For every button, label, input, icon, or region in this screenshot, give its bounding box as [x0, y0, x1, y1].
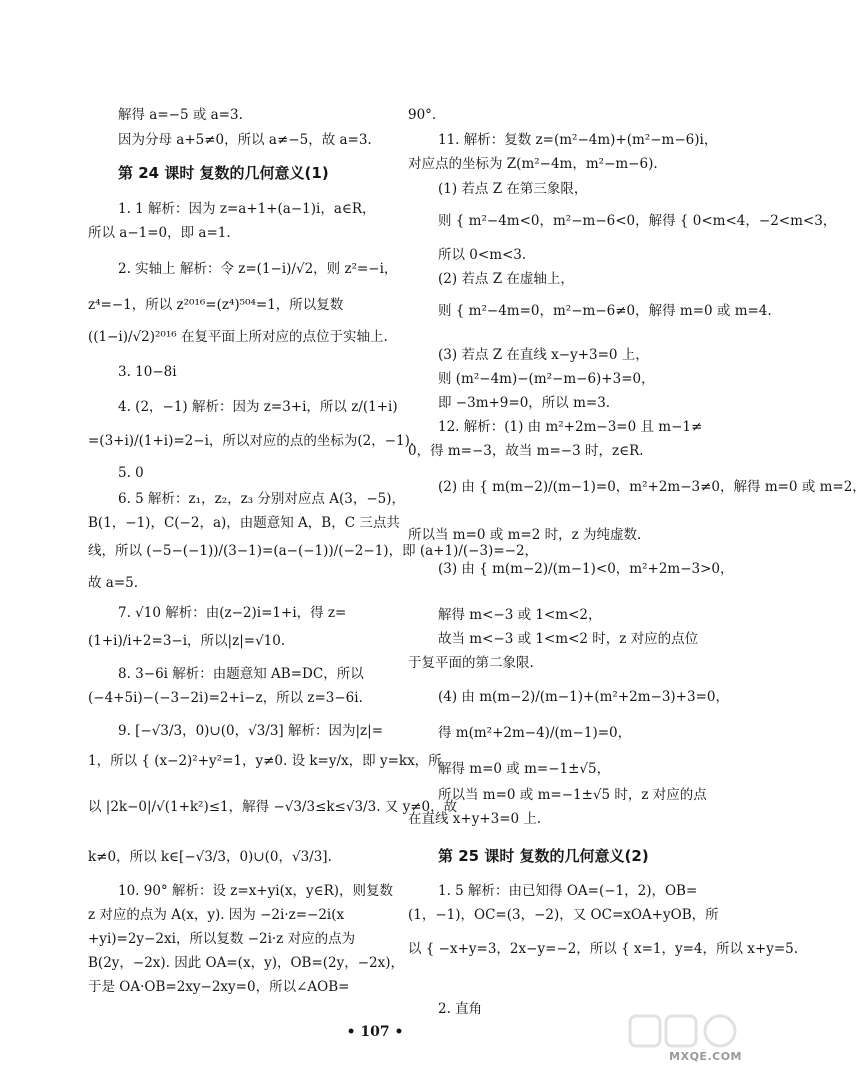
right-line: (2) 由 { m(m−2)/(m−1)=0，m²+2m−3≠0，解得 m=0 或 m=2，	[438, 479, 866, 495]
right-line: 则 (m²−4m)−(m²−m−6)+3=0，	[438, 371, 655, 387]
left-line: +yi)=2y−2xi，所以复数 −2i·z 对应的点为	[88, 931, 356, 947]
left-line: 9. [−√3/3，0)∪(0，√3/3] 解析：因为|z|=	[118, 723, 384, 739]
right-line: 得 m(m²+2m−4)/(m−1)=0，	[438, 725, 632, 741]
right-line: 所以当 m=0 或 m=−1±√5 时，z 对应的点	[438, 787, 707, 803]
right-line: 于复平面的第二象限.	[408, 655, 534, 671]
left-line: z⁴=−1，所以 z²⁰¹⁶=(z⁴)⁵⁰⁴=1，所以复数	[88, 297, 344, 313]
right-line: 1. 5 解析：由已知得 OA=(−1，2)，OB=	[438, 883, 698, 899]
left-line: =(3+i)/(1+i)=2−i，所以对应的点的坐标为(2，−1).	[88, 433, 415, 449]
left-line: B(1，−1)，C(−2，a)，由题意知 A，B，C 三点共	[88, 515, 400, 531]
left-line: 以 |2k−0|/√(1+k²)≤1，解得 −√3/3≤k≤√3/3. 又 y≠0，故	[88, 799, 458, 815]
left-line: 1，所以 { (x−2)²+y²=1，y≠0. 设 k=y/x，即 y=kx，所	[88, 753, 442, 769]
right-line: 解得 m=0 或 m=−1±√5，	[438, 761, 611, 777]
left-line: 10. 90° 解析：设 z=x+yi(x，y∈R)，则复数	[118, 883, 393, 899]
left-line: 于是 OA·OB=2xy−2xy=0，所以∠AOB=	[88, 979, 350, 995]
right-line: (2) 若点 Z 在虚轴上，	[438, 271, 574, 287]
right-line: (1，−1)，OC=(3，−2)，又 OC=xOA+yOB，所	[408, 907, 719, 923]
right-line: 对应点的坐标为 Z(m²−4m，m²−m−6).	[408, 156, 658, 172]
watermark-text: MXQE.COM	[669, 1050, 742, 1063]
left-line: 4. (2，−1) 解析：因为 z=3+i，所以 z/(1+i)	[118, 399, 398, 415]
right-line: 2. 直角	[438, 1001, 483, 1017]
left-line: 6. 5 解析：z₁，z₂，z₃ 分别对应点 A(3，−5)，	[118, 491, 405, 507]
right-line: 0，得 m=−3，故当 m=−3 时，z∈R.	[408, 443, 644, 459]
left-line: (−4+5i)−(−3−2i)=2+i−z，所以 z=3−6i.	[88, 690, 363, 706]
right-line: 则 { m²−4m=0，m²−m−6≠0，解得 m=0 或 m=4.	[438, 303, 772, 319]
section-heading: 第 25 课时 复数的几何意义(2)	[438, 847, 649, 865]
left-line: 5. 0	[118, 465, 144, 481]
right-line: (1) 若点 Z 在第三象限，	[438, 181, 588, 197]
page-number: • 107 •	[346, 1024, 404, 1040]
left-line: 所以 a−1=0，即 a=1.	[88, 225, 231, 241]
left-line: 故 a=5.	[88, 575, 139, 591]
right-line: (3) 若点 Z 在直线 x−y+3=0 上，	[438, 347, 649, 363]
right-line: 以 { −x+y=3，2x−y=−2，所以 { x=1，y=4，所以 x+y=5.	[408, 941, 799, 957]
left-line: B(2y，−2x). 因此 OA=(x，y)，OB=(2y，−2x)，	[88, 955, 405, 971]
right-line: 90°.	[408, 107, 437, 123]
right-line: 12. 解析：(1) 由 m²+2m−3=0 且 m−1≠	[438, 419, 703, 435]
right-line: 在直线 x+y+3=0 上.	[408, 811, 542, 827]
right-line: 11. 解析：复数 z=(m²−4m)+(m²−m−6)i，	[438, 132, 718, 148]
left-line: 7. √10 解析：由(z−2)i=1+i，得 z=	[118, 605, 347, 621]
left-line: k≠0，所以 k∈[−√3/3，0)∪(0，√3/3].	[88, 849, 332, 865]
left-line: 解得 a=−5 或 a=3.	[118, 107, 243, 123]
right-line: 所以当 m=0 或 m=2 时，z 为纯虚数.	[408, 527, 642, 543]
section-heading: 第 24 课时 复数的几何意义(1)	[118, 164, 329, 182]
left-line: 1. 1 解析：因为 z=a+1+(a−1)i，a∈R，	[118, 201, 376, 217]
left-line: 因为分母 a+5≠0，所以 a≠−5，故 a=3.	[118, 132, 372, 148]
right-line: 所以 0<m<3.	[438, 247, 527, 263]
left-line: 3. 10−8i	[118, 364, 177, 380]
right-line: 解得 m<−3 或 1<m<2，	[438, 607, 602, 623]
right-line: (3) 由 { m(m−2)/(m−1)<0，m²+2m−3>0，	[438, 561, 734, 577]
left-line: 8. 3−6i 解析：由题意知 AB=DC，所以	[118, 666, 364, 682]
left-line: 2. 实轴上 解析：令 z=(1−i)/√2，则 z²=−i，	[118, 261, 398, 277]
left-line: (1+i)/i+2=3−i，所以|z|=√10.	[88, 633, 286, 649]
left-line: ((1−i)/√2)²⁰¹⁶ 在复平面上所对应的点位于实轴上.	[88, 329, 388, 345]
right-line: 即 −3m+9=0，所以 m=3.	[438, 395, 611, 411]
right-line: 故当 m<−3 或 1<m<2 时，z 对应的点位	[438, 631, 699, 647]
right-line: 则 { m²−4m<0，m²−m−6<0，解得 { 0<m<4，−2<m<3，	[438, 213, 837, 229]
left-line: z 对应的点为 A(x，y). 因为 −2i·z=−2i(x	[88, 907, 345, 923]
left-line: 线，所以 (−5−(−1))/(3−1)=(a−(−1))/(−2−1)，即 (a+1)/(−3)=−2，	[88, 543, 539, 559]
right-line: (4) 由 m(m−2)/(m−1)+(m²+2m−3)+3=0，	[438, 689, 729, 705]
